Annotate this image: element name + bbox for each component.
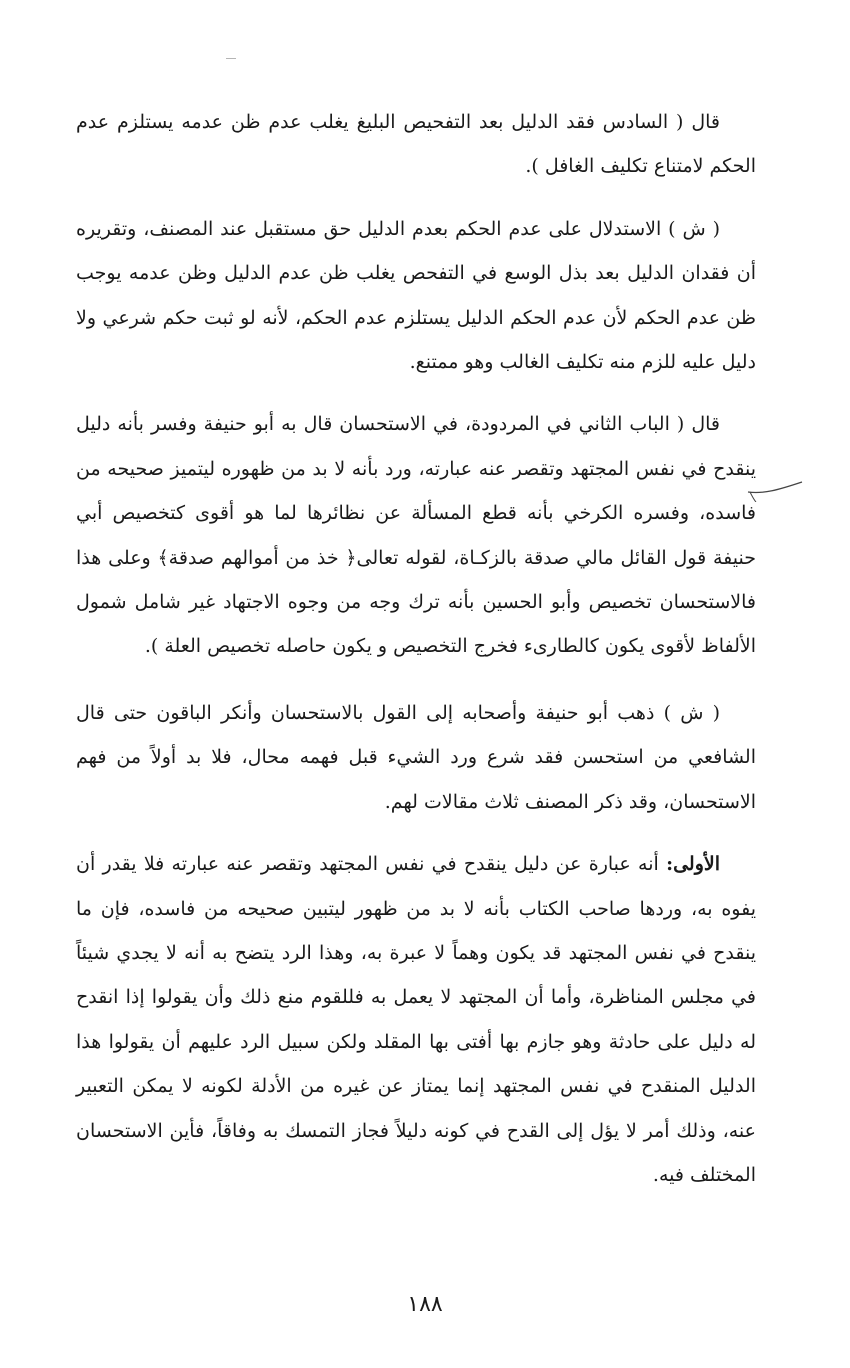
- paragraph-first-saying-text: أنه عبارة عن دليل ينقدح في نفس المجتهد وتقصر عنه عبارته فلا يقدر أن يفوه به، وردها صاحب الكتاب بأنه لا بد من ظهور ليتبين صحيحه من فاسده، فإن ما ينقدح في نفس المجتهد قد يكون وهماً لا عبرة به، وهذا الرد يتضح به أنه لا يجدي شيئاً في مجلس المناظرة، وأما أن المجتهد لا يعمل به فللقوم منع ذلك وأن يقولوا إذا انقدح له دليل على حادثة وهو جازم بها أفتى بها المقلد ولكن سبيل الرد عليهم أن يقولوا هذا الدليل المنقدح في نفس المجتهد إنما يمتاز عن غيره من الأدلة لكونه لا يمكن التعبير عنه، وذلك أمر لا يؤل إلى القدح في كونه دليلاً فجاز التمسك به وفاقاً، فأين الاستحسان المختلف فيه.: [76, 853, 756, 1186]
- top-margin-mark: [226, 58, 236, 59]
- paragraph-commentary-sixth: ( ش ) الاستدلال على عدم الحكم بعدم الدليل حق مستقبل عند المصنف، وتقريره أن فقدان الدليل بعد بذل الوسع في التفحص يغلب ظن عدم الدليل وظن عدمه يوجب ظن عدم الحكم لأن عدم الحكم الدليل يستلزم عدم الحكم، لأنه لو ثبت حكم شرعي ولا دليل عليه للزم منه تكليف الغالب وهو ممتنع.: [76, 217, 756, 374]
- paragraph-quote-chapter-two: قال ( الباب الثاني في المردودة، في الاستحسان قال به أبو حنيفة وفسر بأنه دليل ينقدح في نفس المجتهد وتقصر عنه عبارته، ورد بأنه لا بد من ظهوره ليتميز صحيحه من فاسده، وفسره الكرخي بأنه قطع المسألة عن نظائرها لما هو أقوى كتخصيص أبي حنيفة قول القائل مالي صدقة بالزكـاة، لقوله تعالى﴿ خذ من أموالهم صدقة﴾ وعلى هذا فالاستحسان تخصيص وأبو الحسين بأنه ترك وجه من وجوه الاجتهاد غير شامل شمول الألفاظ لأقوى يكون كالطارىء فخرج التخصيص و يكون حاصله تخصيص العلة ).: [76, 413, 756, 658]
- main-text: [76, 100, 756, 1215]
- paragraph-commentary-istihsan: ( ش ) ذهب أبو حنيفة وأصحابه إلى القول بالاستحسان وأنكر الباقون حتى قال الشافعي من استحسن فقد شرع ورد الشيء قبل فهمه محال، فلا بد أولاً من فهم الاستحسان، وقد ذكر المصنف ثلاث مقالات لهم.: [76, 701, 756, 813]
- paragraph-first-saying: [76, 842, 756, 1197]
- paragraph-lead-word: الأولى:: [666, 853, 720, 876]
- paragraph-quote-sixth: قال ( السادس فقد الدليل بعد التفحيص البليغ يغلب عدم ظن عدمه يستلزم عدم الحكم لامتناع تكليف الغافل ).: [76, 111, 756, 178]
- page-number: ١٨٨: [407, 1292, 443, 1317]
